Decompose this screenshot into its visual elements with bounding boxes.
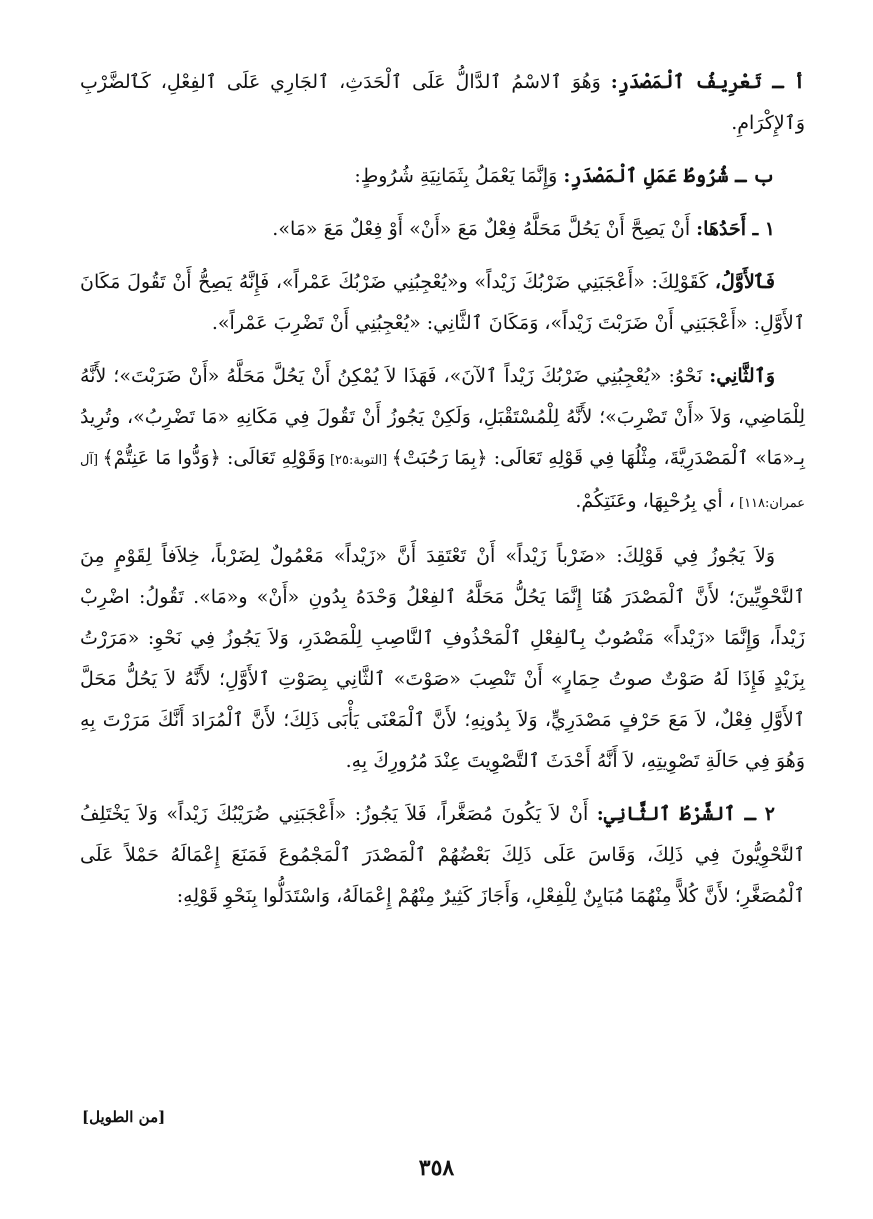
definition-text: وَهُوَ ٱلاسْمُ ٱلدَّالُّ عَلَى ٱلْحَدَثِ، ٱلجَارِي عَلَى ٱلفِعْلِ، كَٱلضَّرْبِ وَٱلإِكْرَامِ. [80,71,805,134]
paragraph-condition-one [80,209,805,250]
page-body [80,62,805,1182]
conditions-heading: ب ـ شُرُوطُ عَمَلِ ٱلْمَصْدَرِ: [563,165,775,187]
not-allowed-text: وَلاَ يَجُوزُ فِي قَوْلِكَ: «ضَرْباً زَيْداً» أَنْ تَعْتَقِدَ أَنَّ «زَيْداً» مَعْمُولٌ لِضَرْباً، خِلاَفاً لِقَوْمٍ مِنَ ٱلنَّحْوِيِّينَ؛ لأَنَّ ٱلْمَصْدَرَ هُنَا إِنَّمَا يَحُلُّ مَحَلَّهُ ٱلفِعْلُ وَحْدَهُ بِدُونِ «أَنْ» و«مَا». تَقُولُ: اضْرِبْ زَيْداً، وَإِنَّمَا «زَيْداً» مَنْصُوبٌ بِٱلفِعْلِ ٱلْمَحْذُوفِ ٱلنَّاصِبِ لِلْمَصْدَرِ، وَلاَ يَجُوزُ فِي نَحْوِ: «مَرَرْتُ بِزَيْدٍ فَإِذَا لَهُ صَوْتٌ صوتُ حِمَارٍ» أَنْ تَنْصِبَ «صَوْتَ» ٱلثَّانِي بِصَوْتِ ٱلأَوَّلِ؛ لأَنَّهُ لاَ يَحُلُّ مَحَلَّ ٱلأَوَّلِ فِعْلٌ، لاَ مَعَ حَرْفٍ مَصْدَرِيٍّ، وَلاَ بِدُونِهِ؛ لأَنَّ ٱلْمَعْنَى يَأْبَى ذَلِكَ؛ لأَنَّ ٱلْمُرَادَ أَنَّكَ مَرَرْتَ بِهِ وَهُوَ فِي حَالَةِ تَصْوِيتِهِ، لاَ أَنَّهُ أَحْدَثَ ٱلتَّصْوِيتَ عِنْدَ مُرُورِكَ بِهِ. [80,545,805,772]
paragraph-definition [80,62,805,144]
first-case-heading: فَٱلأَوَّلُ، [714,271,775,293]
second-case-tail: ، أي بِرُحْبِهَا، وعَنَتِكُمْ. [575,490,735,512]
conditions-text: وَإِنَّمَا يَعْمَلُ بِثَمَانِيَةِ شُرُوطٍ: [354,165,564,187]
second-case-text: نَحْوُ: «يُعْجِبُنِي ضَرْبُكَ زَيْداً ٱلآنَ»، فَهَذَا لاَ يُمْكِنُ أَنْ يَحُلَّ مَحَلَّهُ «أَنْ ضَرَبْتَ»؛ لأَنَّهُ لِلْمَاضِي، وَلاَ «أَنْ تَضْرِبَ»؛ لأَنَّهُ لِلْمُسْتَقْبَلِ، وَلَكِنْ يَجُوزُ أَنْ تَقُولَ فِي مَكَانِهِ «مَا تَضْرِبُ»، وتُرِيدُ بِـ«مَا» ٱلْمَصْدَرِيَّةَ، مِثْلُهَا فِي قَوْلِهِ تَعَالَى: ﴿بِمَا رَحُبَتْ﴾ [80,365,806,469]
definition-heading: أ ـ تَعْرِيفُ ٱلْمَصْدَرِ: [610,71,805,93]
paragraph-first-case [80,262,805,344]
condition-one-text: أَنْ يَصِحَّ أَنْ يَحُلَّ مَحَلَّهُ فِعْلٌ مَعَ «أَنْ» أَوْ فِعْلٌ مَعَ «مَا». [272,218,697,240]
page-number: ٣٥٨ [418,1155,455,1181]
quran-reference-tawba: [التوبة:٢٥] [325,453,392,468]
second-case-middle: وَقَوْلِهِ تَعَالَى: ﴿وَدُّوا مَا عَنِتُّمْ﴾ [102,447,326,469]
meter-label: [من الطويل] [82,1108,166,1126]
condition-one-heading: ١ ـ أَحَدُهَا: [696,218,775,240]
first-case-text: كَقَوْلِكَ: «أَعْجَبَنِي ضَرْبُكَ زَيْداً» و«يُعْجِبُنِي ضَرْبُكَ عَمْراً»، فَإِنَّهُ يَصِحُّ أَنْ تَقُولَ مَكَانَ ٱلأَوَّلِ: «أَعْجَبَنِي أَنْ ضَرَبْتَ زَيْداً»، وَمَكَانَ ٱلثَّانِي: «يُعْجِبُنِي أَنْ تَضْرِبَ عَمْراً». [80,271,805,334]
quran-reference-imran: [آل عمران:١١٨] [80,453,805,511]
paragraph-condition-two [80,794,805,917]
paragraph-not-allowed [80,536,805,782]
condition-two-text: أَنْ لاَ يَكُونَ مُصَغَّراً، فَلاَ يَجُوزُ: «أَعْجَبَنِي ضُرَيْبُكَ زَيْداً» وَلاَ يَخْتَلِفُ ٱلنَّحْوِيُّونَ فِي ذَلِكَ، وَقَاسَ عَلَى ذَلِكَ بَعْضُهُمْ ٱلْمَصْدَرَ ٱلْمَجْمُوعَ فَمَنَعَ إِعْمَالَهُ حَمْلاً عَلَى ٱلْمُصَغَّرِ؛ لأَنَّ كُلاًّ مِنْهُمَا مُبَايِنٌ لِلْفِعْلِ، وَأَجَازَ كَثِيرٌ مِنْهُمْ إِعْمَالَهُ، وَاسْتَدَلُّوا بِنَحْوِ قَوْلِهِ: [80,803,805,907]
condition-two-heading: ٢ ـ ٱلشَّرْطُ ٱلثَّانِي: [596,803,775,825]
paragraph-conditions [80,156,805,197]
second-case-heading: وَٱلثَّانِي: [709,365,775,387]
paragraph-second-case [80,356,805,524]
